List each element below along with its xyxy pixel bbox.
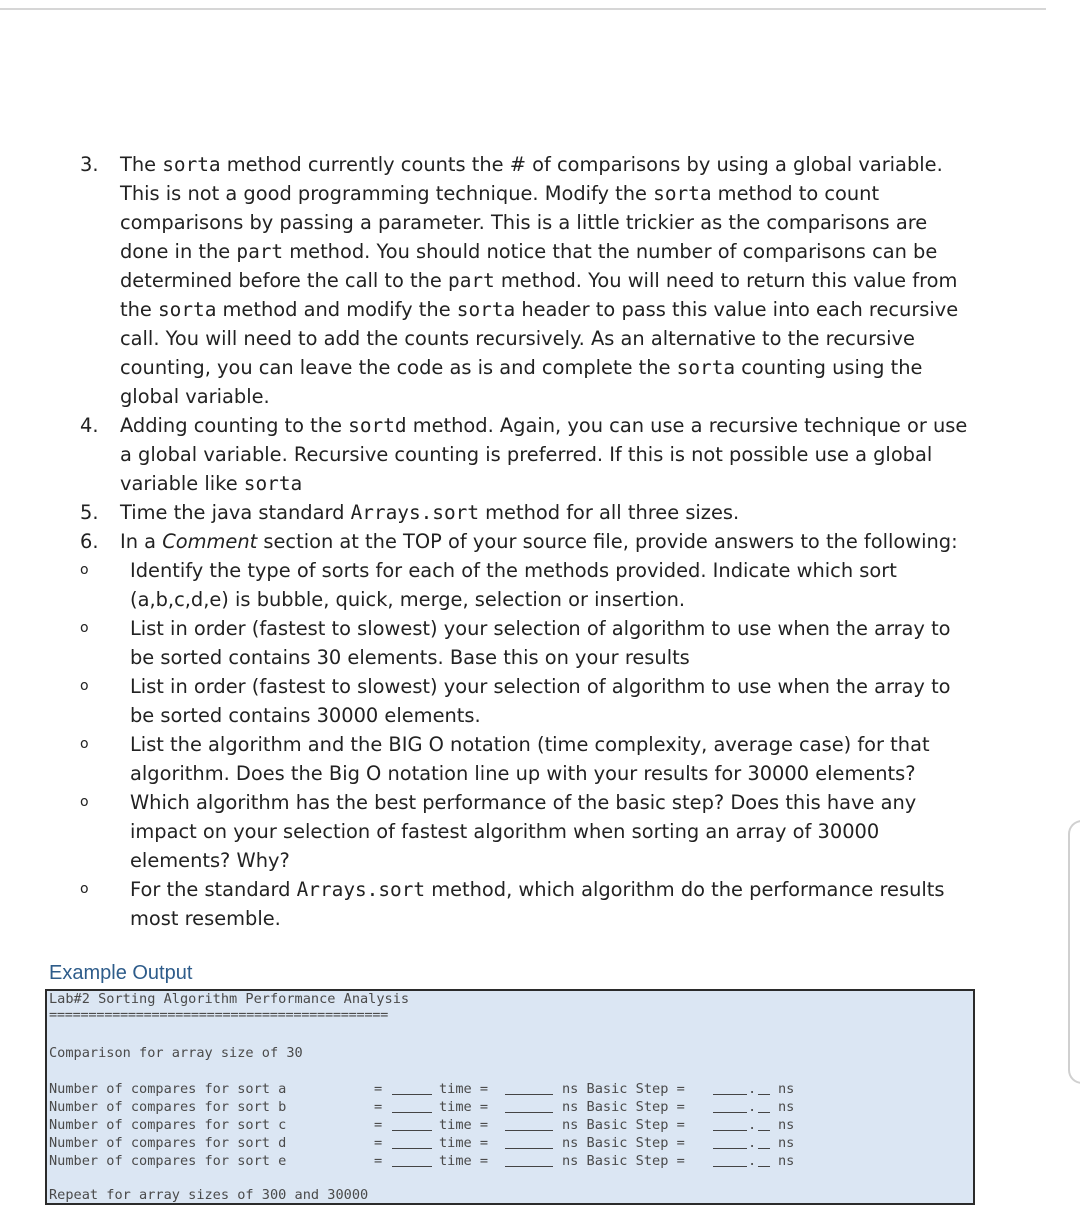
basic-step-dec-blank <box>758 1135 770 1149</box>
output-row <box>49 1135 969 1153</box>
basic-step-int-blank <box>713 1117 747 1131</box>
bullet-icon: o <box>80 678 89 694</box>
sub-item-text <box>130 675 951 727</box>
top-divider <box>0 8 1046 10</box>
output-row <box>49 1117 969 1135</box>
text-run: List in order (fastest to slowest) your selection of algorithm to use when the array to be sorted contains 30000 elements. <box>130 675 951 727</box>
item-text <box>120 153 958 408</box>
item-number: 5. <box>80 501 99 524</box>
text-run: section at the TOP of your source file, provide answers to the following: <box>257 530 958 553</box>
text-run: method. You should notice that the number of comparisons can be determined before the call to the <box>120 240 938 292</box>
decimal-point: . <box>748 1153 757 1169</box>
basic-step-label: ns Basic Step = <box>562 1081 685 1097</box>
code-term: part <box>236 240 284 263</box>
text-run: counting using the global variable. <box>120 356 923 408</box>
sub-item-text <box>130 617 951 669</box>
item-number: 4. <box>80 414 99 437</box>
time-blank <box>505 1135 553 1149</box>
code-term: Arrays.sort <box>296 878 426 901</box>
ns-unit: ns <box>778 1081 795 1097</box>
basic-step-dec-blank <box>758 1153 770 1167</box>
row-label: Number of compares for sort a <box>49 1081 287 1097</box>
code-term: sorta <box>653 182 712 205</box>
basic-step-dec-blank <box>758 1099 770 1113</box>
item-number: 3. <box>80 153 99 176</box>
basic-step-dec-blank <box>758 1081 770 1095</box>
basic-step-int-blank <box>713 1135 747 1149</box>
code-term: part <box>448 269 495 292</box>
code-term: sorta <box>676 356 736 379</box>
equals-sign: = <box>374 1117 383 1133</box>
time-blank <box>505 1099 553 1113</box>
sub-list <box>80 556 980 933</box>
equals-sign: = <box>374 1135 383 1151</box>
text-run: The <box>120 153 163 176</box>
text-run: Adding counting to the <box>120 414 349 437</box>
bullet-icon: o <box>80 881 89 897</box>
sub-list-item <box>40 788 980 875</box>
time-blank <box>505 1117 553 1131</box>
row-label: Number of compares for sort c <box>49 1117 287 1133</box>
row-label: Number of compares for sort e <box>49 1153 287 1169</box>
text-run: List in order (fastest to slowest) your selection of algorithm to use when the array to be sorted contains 30 elements. Base this on your results <box>130 617 951 669</box>
side-scroll-tab[interactable] <box>1068 820 1080 1084</box>
output-repeat-line: Repeat for array sizes of 300 and 30000 <box>49 1187 369 1203</box>
time-label: time = <box>439 1081 489 1097</box>
bullet-icon: o <box>80 794 89 810</box>
sub-item-text <box>130 791 916 872</box>
decimal-point: . <box>748 1117 757 1133</box>
code-term: Arrays.sort <box>350 501 479 524</box>
decimal-point: . <box>748 1135 757 1151</box>
code-term: sorta <box>158 298 217 321</box>
code-term: sorta <box>162 153 221 176</box>
text-run: header to pass this value into each recursive call. You will need to add the counts recursively. As an alternative to the recursive counting, you can leave the code as is and complete the <box>120 298 959 379</box>
output-comparison-line: Comparison for array size of 30 <box>49 1045 303 1061</box>
text-run: method. You will need to return this value from the <box>120 269 958 321</box>
ns-unit: ns <box>778 1153 795 1169</box>
sub-list-item <box>40 614 980 672</box>
example-output-box <box>45 989 975 1205</box>
code-term: sorta <box>456 298 516 321</box>
item-text <box>120 414 967 495</box>
sub-item-text <box>130 878 944 930</box>
code-term: sortd <box>348 414 407 437</box>
row-label: Number of compares for sort b <box>49 1099 287 1115</box>
list-item <box>80 527 980 556</box>
equals-sign: = <box>374 1099 383 1115</box>
compare-count-blank <box>392 1099 432 1113</box>
basic-step-int-blank <box>713 1081 747 1095</box>
time-label: time = <box>439 1099 489 1115</box>
text-run: For the standard <box>130 878 297 901</box>
sub-list-item <box>40 730 980 788</box>
text-run: Which algorithm has the best performance of the basic step? Does this have any impact on your selection of fastest algorithm when sorting an array of 30000 elements? Why? <box>130 791 917 872</box>
bullet-icon: o <box>80 620 89 636</box>
item-text <box>120 530 958 553</box>
row-label: Number of compares for sort d <box>49 1135 287 1151</box>
output-rule: =========================================== <box>49 1007 389 1023</box>
text-run: Identify the type of sorts for each of the methods provided. Indicate which sort (a,b,c,d,e) is bubble, quick, merge, selection or insertion. <box>130 559 897 611</box>
item-number: 6. <box>80 530 99 553</box>
sub-item-text <box>130 559 897 611</box>
text-run: method. Again, you can use a recursive technique or use a global variable. Recursive counting is preferred. If this is not possible use a global variable like <box>120 414 968 495</box>
instruction-list <box>80 150 980 933</box>
basic-step-int-blank <box>713 1099 747 1113</box>
compare-count-blank <box>392 1081 432 1095</box>
compare-count-blank <box>392 1135 432 1149</box>
ns-unit: ns <box>778 1099 795 1115</box>
compare-count-blank <box>392 1153 432 1167</box>
text-run: method for all three sizes. <box>479 501 740 524</box>
sub-list-item <box>40 672 980 730</box>
output-row <box>49 1099 969 1117</box>
bullet-icon: o <box>80 562 89 578</box>
sub-list-item <box>40 556 980 614</box>
equals-sign: = <box>374 1153 383 1169</box>
time-label: time = <box>439 1117 489 1133</box>
compare-count-blank <box>392 1117 432 1131</box>
text-run: method currently counts the # of comparisons by using a global variable. This is not a good programming technique. Modify the <box>120 153 943 205</box>
basic-step-dec-blank <box>758 1117 770 1131</box>
text-run: method, which algorithm do the performance results most resemble. <box>130 878 945 930</box>
list-item <box>80 411 980 498</box>
text-run: In a <box>120 530 163 553</box>
basic-step-label: ns Basic Step = <box>562 1135 685 1151</box>
text-run: method to count comparisons by passing a parameter. This is a little trickier as the comparisons are done in the <box>120 182 928 263</box>
decimal-point: . <box>748 1099 757 1115</box>
sub-list-item <box>40 875 980 933</box>
output-row <box>49 1081 969 1099</box>
emphasis-term: Comment <box>162 530 258 553</box>
list-item <box>80 150 980 411</box>
time-blank <box>505 1081 553 1095</box>
example-output-heading: Example Output <box>49 962 193 984</box>
basic-step-label: ns Basic Step = <box>562 1117 685 1133</box>
code-term: sorta <box>243 472 303 495</box>
ns-unit: ns <box>778 1117 795 1133</box>
output-row <box>49 1153 969 1171</box>
time-label: time = <box>439 1153 489 1169</box>
basic-step-label: ns Basic Step = <box>562 1153 685 1169</box>
sub-item-text <box>130 733 930 785</box>
equals-sign: = <box>374 1081 383 1097</box>
text-run: method and modify the <box>216 298 457 321</box>
time-blank <box>505 1153 553 1167</box>
text-run: List the algorithm and the BIG O notation (time complexity, average case) for that algorithm. Does the Big O notation line up with your results for 30000 elements? <box>130 733 930 785</box>
list-item <box>80 498 980 527</box>
decimal-point: . <box>748 1081 757 1097</box>
item-text <box>120 501 739 524</box>
output-title: Lab#2 Sorting Algorithm Performance Analysis <box>49 991 410 1007</box>
text-run: Time the java standard <box>120 501 351 524</box>
time-label: time = <box>439 1135 489 1151</box>
basic-step-label: ns Basic Step = <box>562 1099 685 1115</box>
basic-step-int-blank <box>713 1153 747 1167</box>
bullet-icon: o <box>80 736 89 752</box>
ns-unit: ns <box>778 1135 795 1151</box>
